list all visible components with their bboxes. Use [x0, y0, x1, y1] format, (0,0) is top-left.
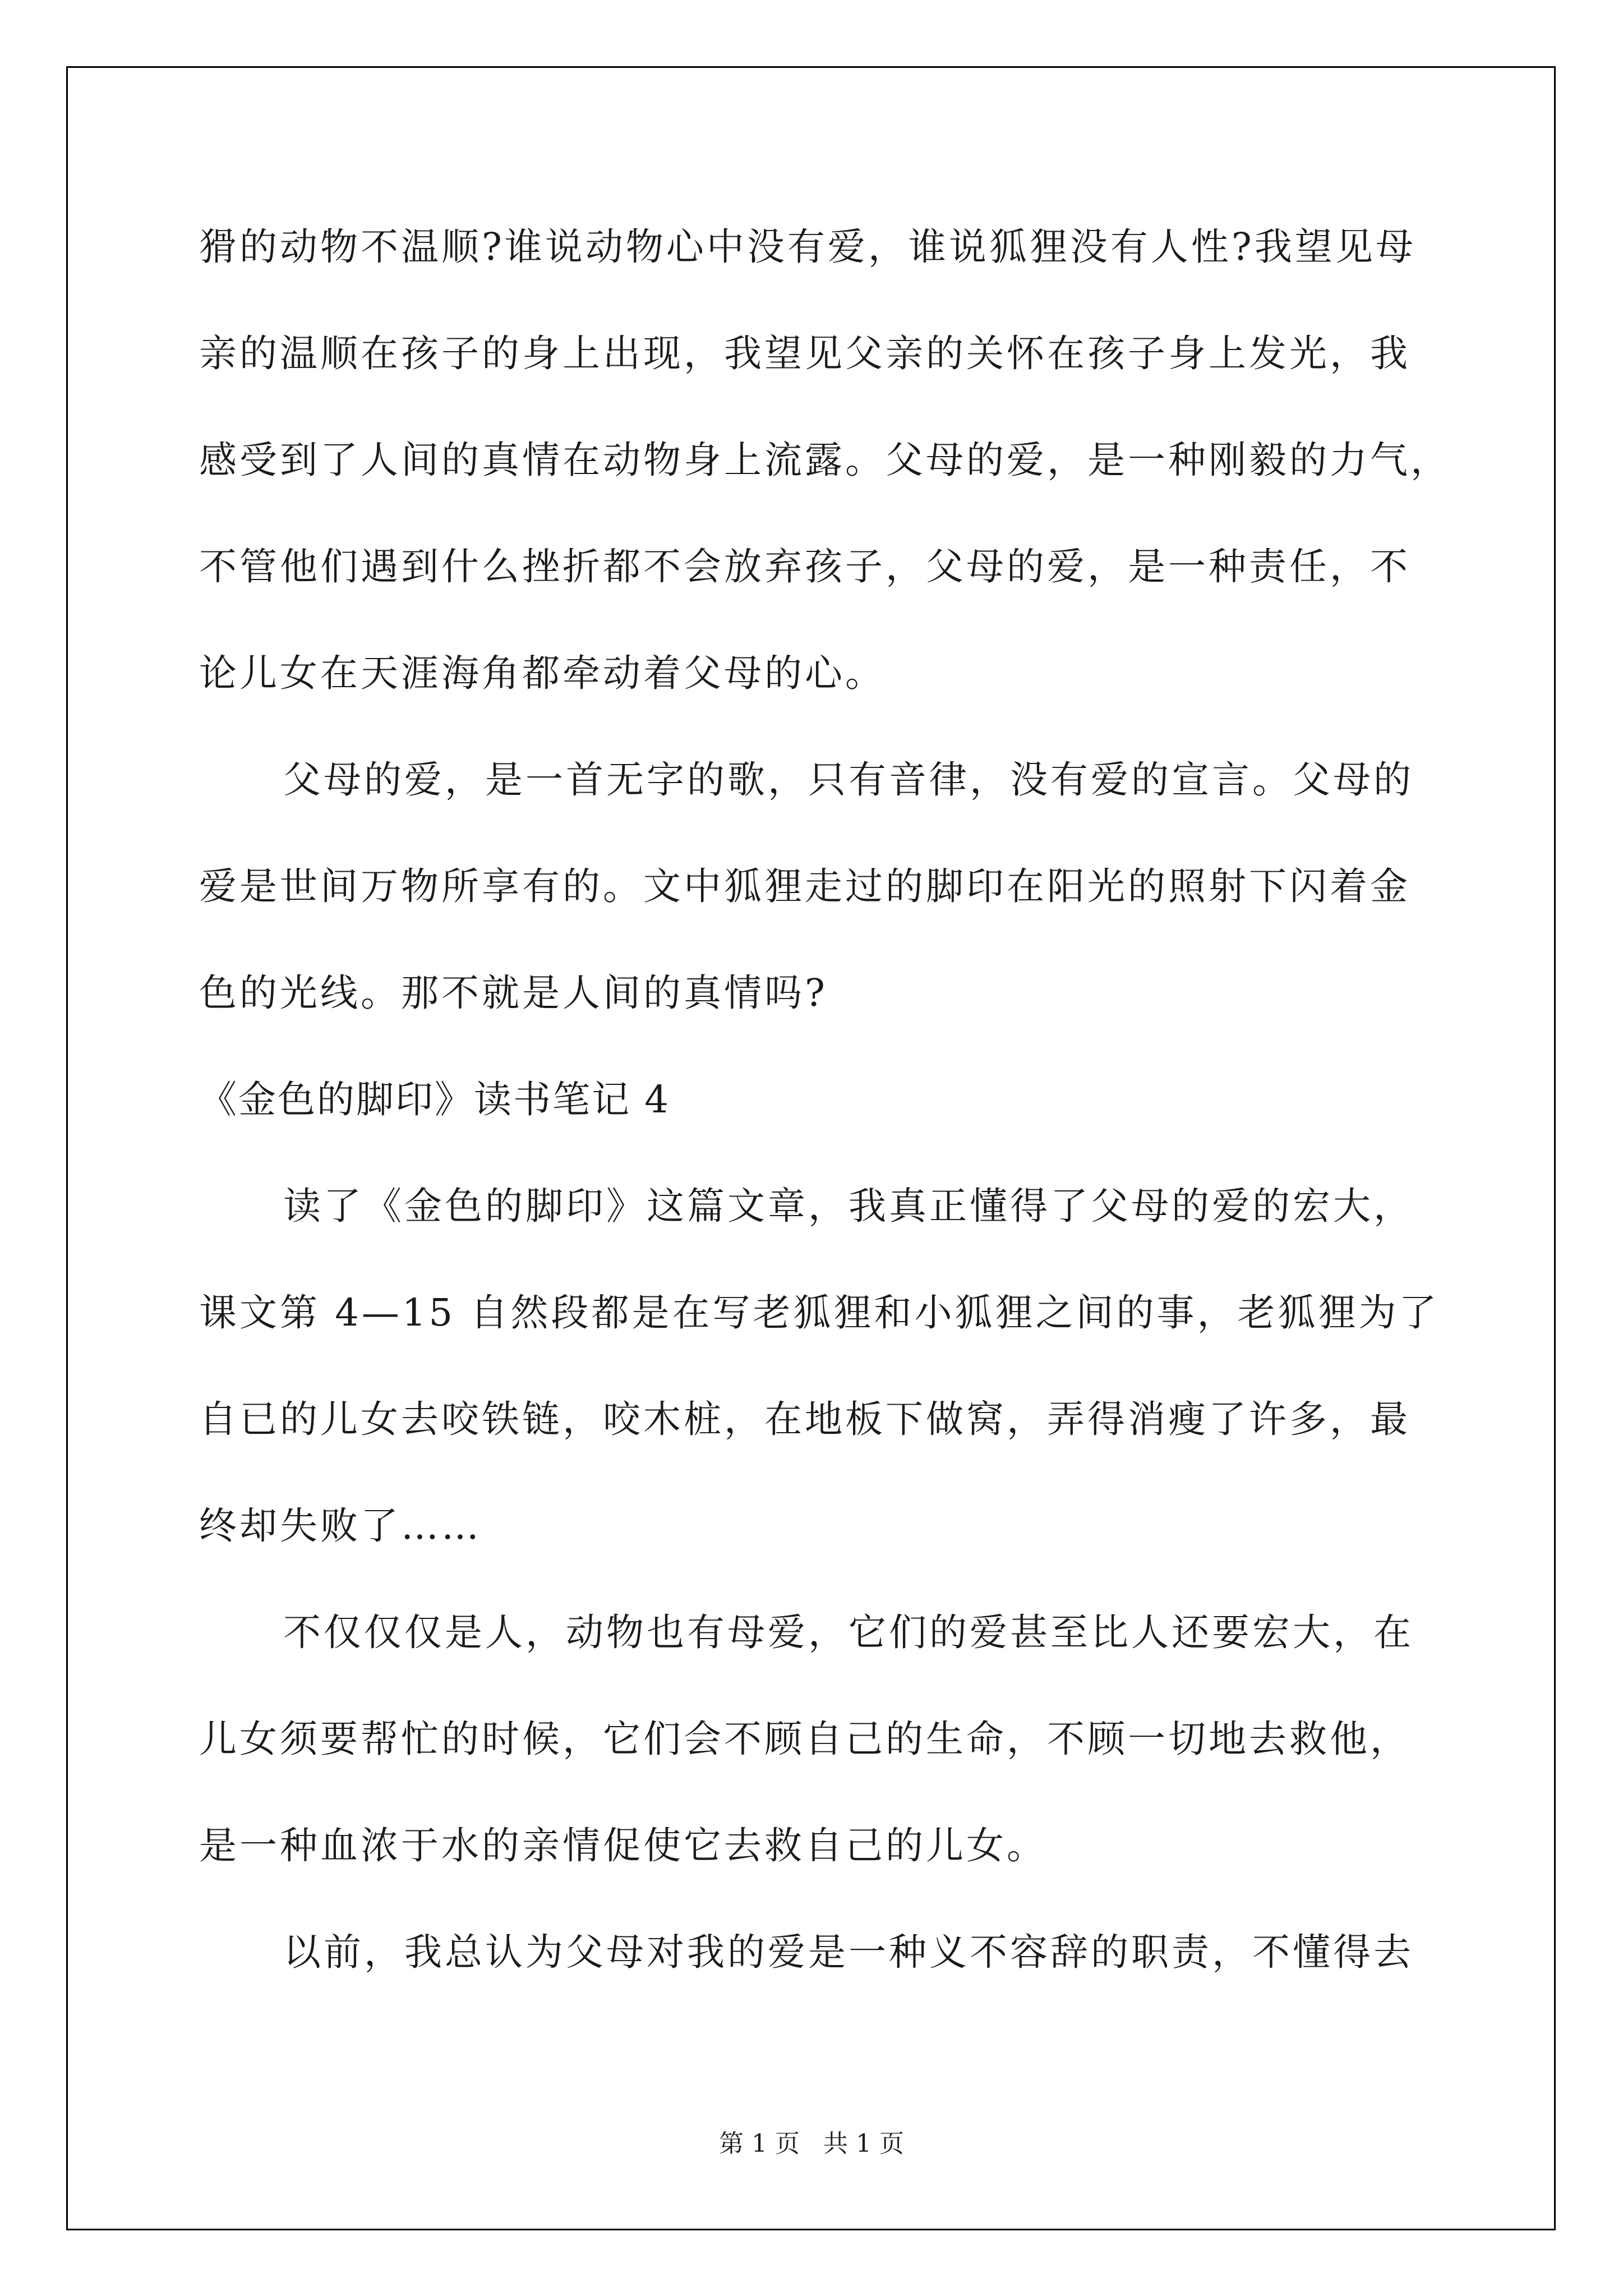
text-line-16: 是一种血浓于水的亲情促使它去救自己的儿女。 [199, 1824, 1047, 1867]
text-line-14: 不仅仅仅是人，动物也有母爱，它们的爱甚至比人还要宏大，在 [283, 1611, 1414, 1654]
text-line-12: 自已的儿女去咬铁链，咬木桩，在地板下做窝，弄得消瘦了许多，最 [199, 1397, 1410, 1441]
text-line-17: 以前，我总认为父母对我的爱是一种义不容辞的职责，不懂得去 [283, 1930, 1414, 1974]
section-title: 《金色的脚印》读书笔记 4 [199, 1078, 670, 1121]
text-line-11: 课文第 4—15 自然段都是在写老狐狸和小狐狸之间的事，老狐狸为了 [199, 1291, 1440, 1335]
text-line-6: 父母的爱，是一首无字的歌，只有音律，没有爱的宣言。父母的 [283, 758, 1414, 802]
page-footer: 第 1 页 共 1 页 [719, 2129, 904, 2158]
text-line-2: 亲的温顺在孩子的身上出现，我望见父亲的关怀在孩子身上发光，我 [199, 332, 1410, 375]
text-line-3: 感受到了人间的真情在动物身上流露。父母的爱，是一种刚毅的力气， [199, 438, 1451, 482]
text-line-4: 不管他们遇到什么挫折都不会放弃孩子，父母的爱，是一种责任，不 [199, 545, 1410, 588]
text-line-7: 爱是世间万物所享有的。文中狐狸走过的脚印在阳光的照射下闪着金 [199, 864, 1410, 908]
text-line-1: 猾的动物不温顺?谁说动物心中没有爱，谁说狐狸没有人性?我望见母 [199, 225, 1416, 269]
text-line-10: 读了《金色的脚印》这篇文章，我真正懂得了父母的爱的宏大， [283, 1184, 1414, 1228]
text-line-13: 终却失败了…… [199, 1504, 482, 1548]
document-body [199, 216, 1451, 2028]
text-line-5: 论儿女在天涯海角都牵动着父母的心。 [199, 651, 886, 695]
text-line-15: 儿女须要帮忙的时候，它们会不顾自己的生命，不顾一切地去救他， [199, 1717, 1410, 1761]
text-line-8: 色的光线。那不就是人间的真情吗? [199, 971, 828, 1015]
